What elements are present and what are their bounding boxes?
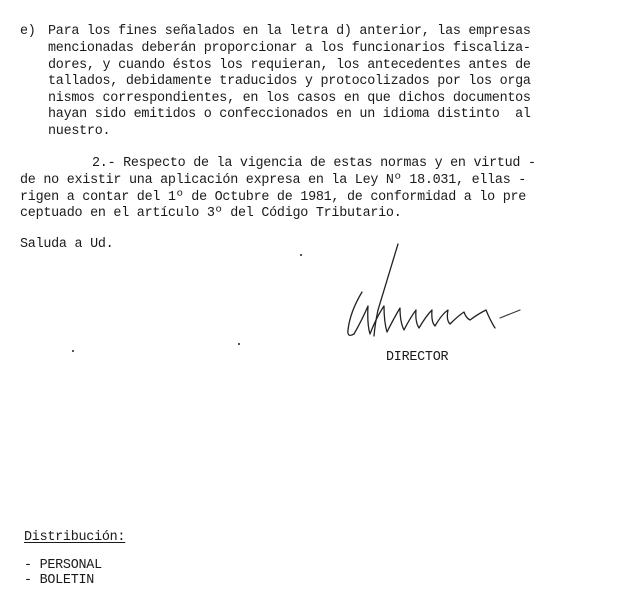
- paragraph-2-line-1: 2.- Respecto de la vigencia de estas normas y en virtud -: [92, 156, 536, 171]
- signature-image: [340, 240, 540, 350]
- item-e-marker: e): [20, 24, 36, 39]
- closing-salutation: Saluda a Ud.: [20, 237, 114, 252]
- paragraph-2-line-2: de no existir una aplicación expresa en la Ley Nº 18.031, ellas -: [20, 173, 527, 188]
- item-e-line-4: tallados, debidamente traducidos y protocolizados por los orga: [48, 74, 531, 89]
- paragraph-2-line-4: ceptuado en el artículo 3º del Código Tributario.: [20, 206, 402, 221]
- scan-speck: [300, 254, 302, 256]
- distribution-heading: Distribución:: [24, 530, 126, 545]
- item-e-line-3: dores, y cuando éstos los requieran, los antecedentes antes de: [48, 58, 531, 73]
- item-e-line-5: nismos correspondientes, en los casos en que dichos documentos: [48, 91, 531, 106]
- item-e-line-2: mencionadas deberán proporcionar a los funcionarios fiscaliza-: [48, 41, 531, 56]
- item-e-line-7: nuestro.: [48, 124, 111, 139]
- item-e-line-6: hayan sido emitidos o confeccionados en un idioma distinto al: [48, 107, 531, 122]
- distribution-item-personal: - PERSONAL: [24, 558, 102, 573]
- signer-title: DIRECTOR: [386, 350, 449, 365]
- distribution-item-boletin: - BOLETIN: [24, 573, 95, 588]
- item-e-line-1: Para los fines señalados en la letra d) anterior, las empresas: [48, 24, 531, 39]
- paragraph-2-line-3: rigen a contar del 1º de Octubre de 1981, de conformidad a lo pre: [20, 190, 527, 205]
- scan-speck: [72, 350, 74, 352]
- scan-speck: [238, 343, 240, 345]
